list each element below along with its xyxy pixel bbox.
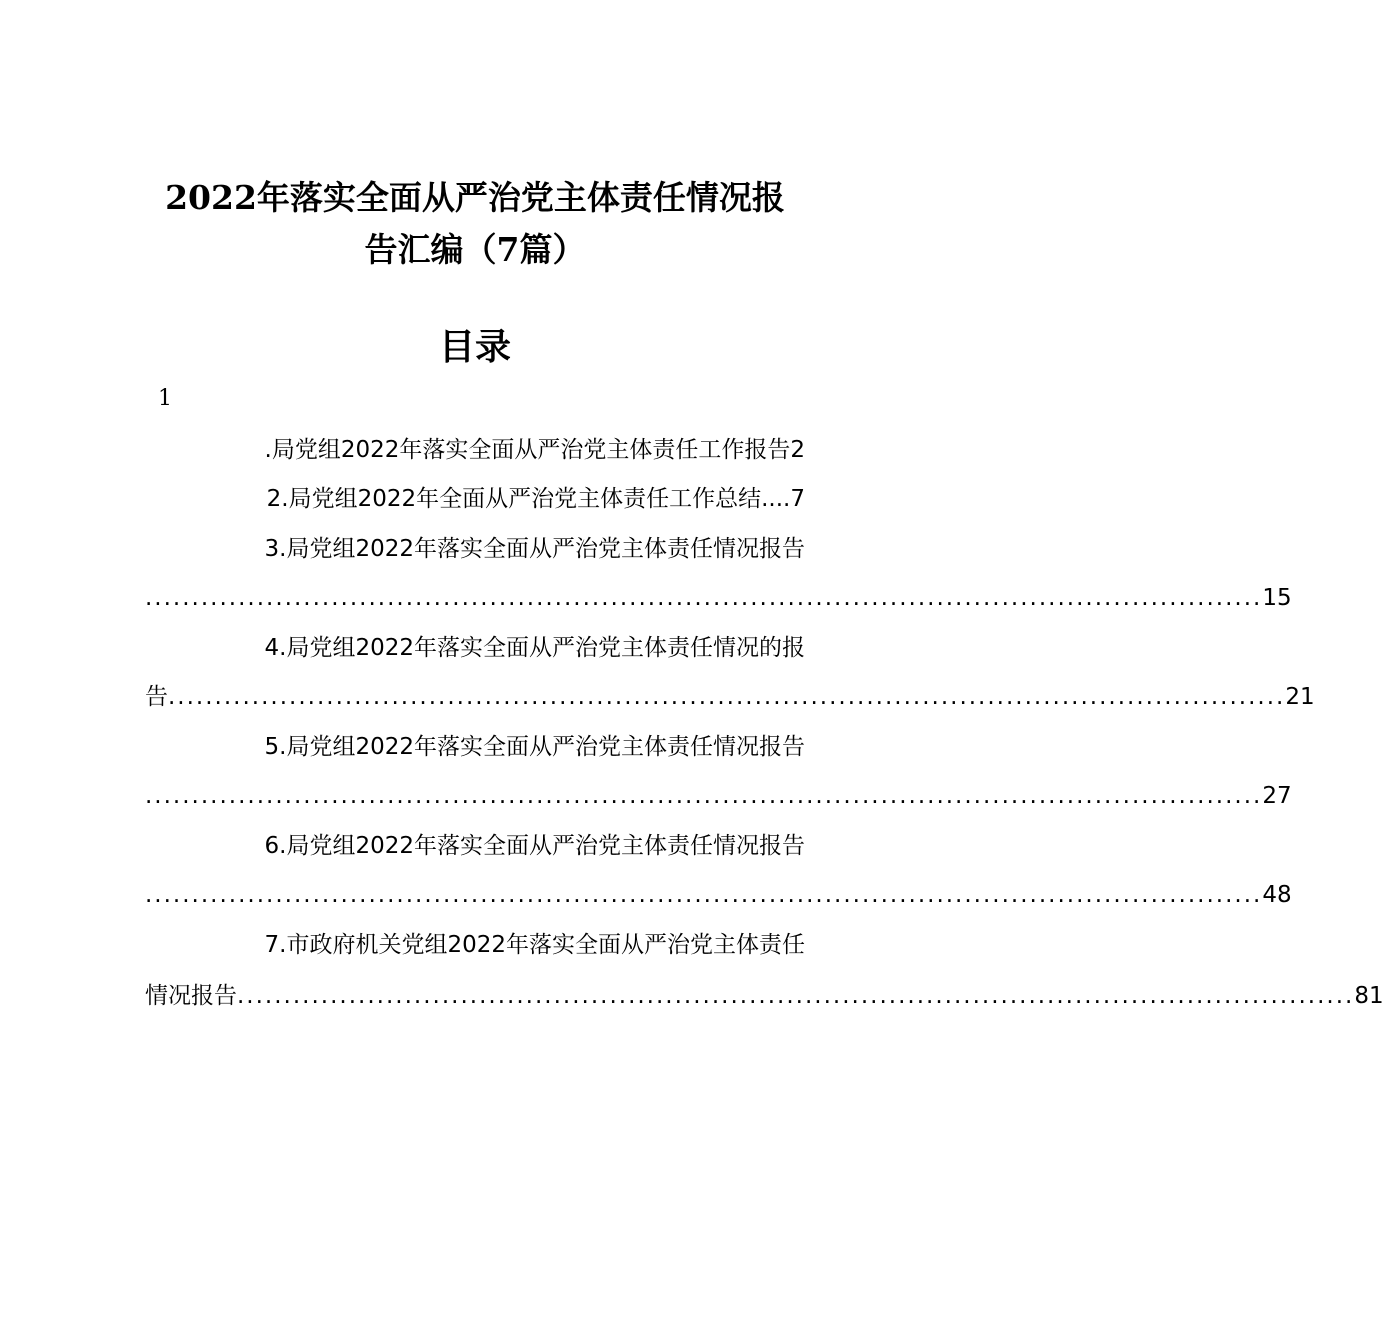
toc-entry-7-leader[interactable] [145,979,1384,1013]
dot-leader: ........................................................................................................................ [145,882,1263,908]
toc-entry-5-page: 27 [1262,783,1292,809]
toc-entry-3[interactable]: 3.局党组2022年落实全面从严治党主体责任情况报告 [264,536,805,562]
dot-leader: ........................................................................................................................ [145,783,1263,809]
dot-leader: ........................................................................................................................ [168,684,1286,710]
title-line-2: 告汇编（7篇） [364,230,586,269]
dot-leader: ........................................................................................................................ [237,983,1355,1009]
toc-entry-5[interactable]: 5.局党组2022年落实全面从严治党主体责任情况报告 [264,734,805,760]
toc-entry-7-cont: 情况报告 [145,983,237,1009]
toc-entry-7[interactable]: 7.市政府机关党组2022年落实全面从严治党主体责任 [264,932,805,958]
toc-entry-6[interactable]: 6.局党组2022年落实全面从严治党主体责任情况报告 [264,833,805,859]
toc-entry-6-leader[interactable] [145,878,1292,912]
toc-entry-4[interactable]: 4.局党组2022年落实全面从严治党主体责任情况的报 [264,635,805,661]
toc-entry-5-leader[interactable] [145,779,1292,813]
toc-heading: 目录 [438,326,511,368]
title-line-1: 2022年落实全面从严治党主体责任情况报 [165,178,785,217]
toc-entry-3-leader[interactable] [145,581,1292,615]
page-marker: 1 [158,386,172,411]
toc-entry-4-page: 21 [1285,684,1315,710]
toc-entry-4-leader[interactable] [145,680,1315,714]
toc-entry-2[interactable]: 2.局党组2022年全面从严治党主体责任工作总结....7 [266,486,805,512]
toc-entry-6-page: 48 [1262,882,1292,908]
toc-entry-4-cont: 告 [145,684,168,710]
document-title [0,172,950,276]
dot-leader: ........................................................................................................................ [145,585,1263,611]
toc-entry-7-page: 81 [1354,983,1384,1009]
toc-entry-3-page: 15 [1262,585,1292,611]
toc-entry-1[interactable]: .局党组2022年落实全面从严治党主体责任工作报告2 [264,437,805,463]
